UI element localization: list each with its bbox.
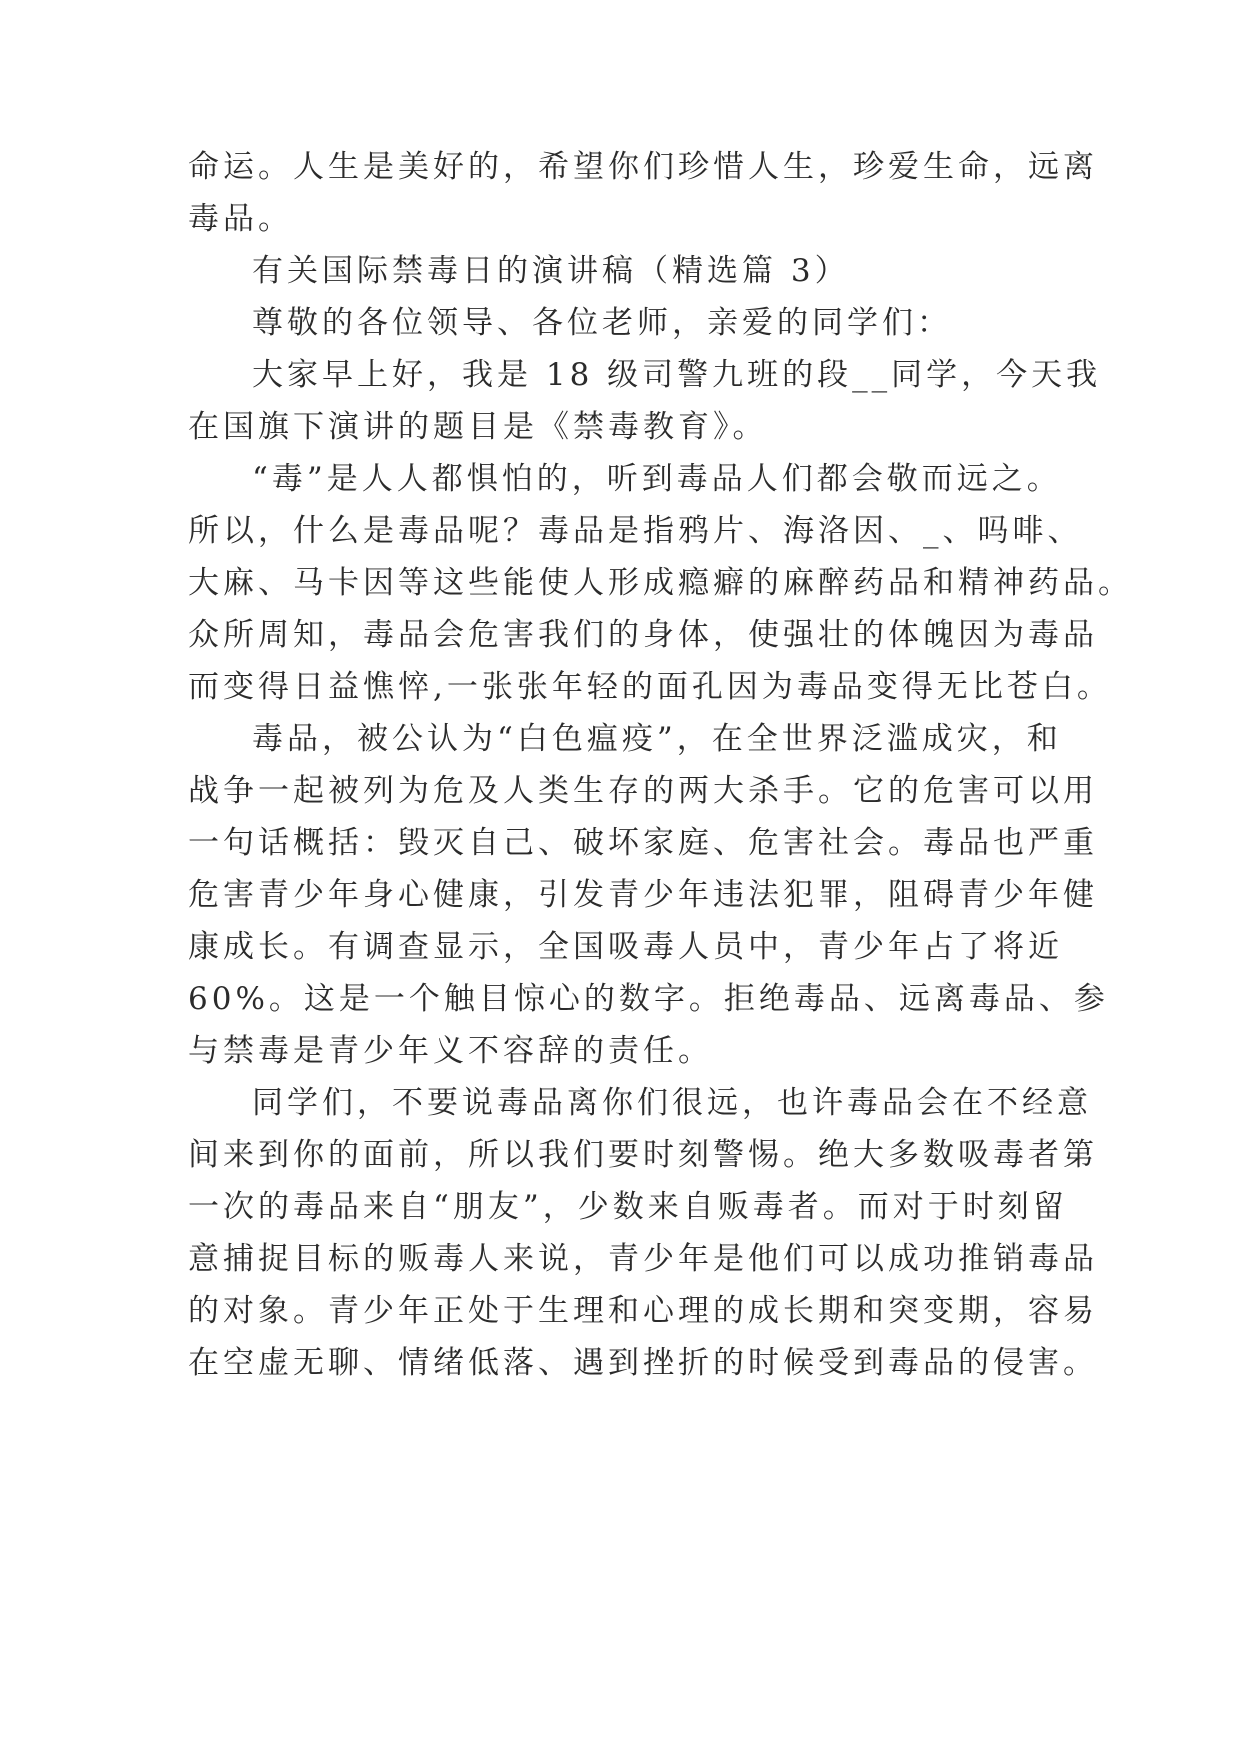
text-line: “毒”是人人都惧怕的，听到毒品人们都会敬而远之。 [252, 461, 1062, 497]
section-title: 有关国际禁毒日的演讲稿（精选篇 3） [252, 253, 850, 289]
text-line: 与禁毒是青少年义不容辞的责任。 [188, 1033, 713, 1069]
text-line: 众所周知，毒品会危害我们的身体，使强壮的体魄因为毒品 [188, 617, 1098, 653]
text-line: 毒品，被公认为“白色瘟疫”，在全世界泛滥成灾，和 [252, 721, 1062, 757]
text-line: 一次的毒品来自“朋友”，少数来自贩毒者。而对于时刻留 [188, 1189, 1068, 1225]
text-line: 危害青少年身心健康，引发青少年违法犯罪，阻碍青少年健 [188, 877, 1098, 913]
text-line: 在空虚无聊、情绪低落、遇到挫折的时候受到毒品的侵害。 [188, 1345, 1098, 1381]
text-line: 60%。这是一个触目惊心的数字。拒绝毒品、远离毒品、参 [188, 981, 1109, 1017]
text-line: 大麻、马卡因等这些能使人形成瘾癖的麻醉药品和精神药品。 [188, 565, 1133, 601]
text-line: 同学们，不要说毒品离你们很远，也许毒品会在不经意 [252, 1085, 1092, 1121]
text-line: 的对象。青少年正处于生理和心理的成长期和突变期，容易 [188, 1293, 1098, 1329]
text-line: 战争一起被列为危及人类生存的两大杀手。它的危害可以用 [188, 773, 1098, 809]
text-line: 意捕捉目标的贩毒人来说，青少年是他们可以成功推销毒品 [188, 1241, 1098, 1277]
text-line: 命运。人生是美好的，希望你们珍惜人生，珍爱生命，远离 [188, 149, 1098, 185]
text-line: 间来到你的面前，所以我们要时刻警惕。绝大多数吸毒者第 [188, 1137, 1098, 1173]
text-line: 康成长。有调查显示，全国吸毒人员中，青少年占了将近 [188, 929, 1063, 965]
text-line: 毒品。 [188, 201, 293, 237]
text-line: 在国旗下演讲的题目是《禁毒教育》。 [188, 409, 768, 445]
salutation: 尊敬的各位领导、各位老师，亲爱的同学们： [252, 305, 952, 341]
text-line: 大家早上好，我是 18 级司警九班的段__同学，今天我 [252, 357, 1102, 393]
text-line: 一句话概括：毁灭自己、破坏家庭、危害社会。毒品也严重 [188, 825, 1098, 861]
text-line: 所以，什么是毒品呢？毒品是指鸦片、海洛因、_、吗啡、 [188, 513, 1083, 549]
text-line: 而变得日益憔悴,一张张年轻的面孔因为毒品变得无比苍白。 [188, 669, 1112, 705]
